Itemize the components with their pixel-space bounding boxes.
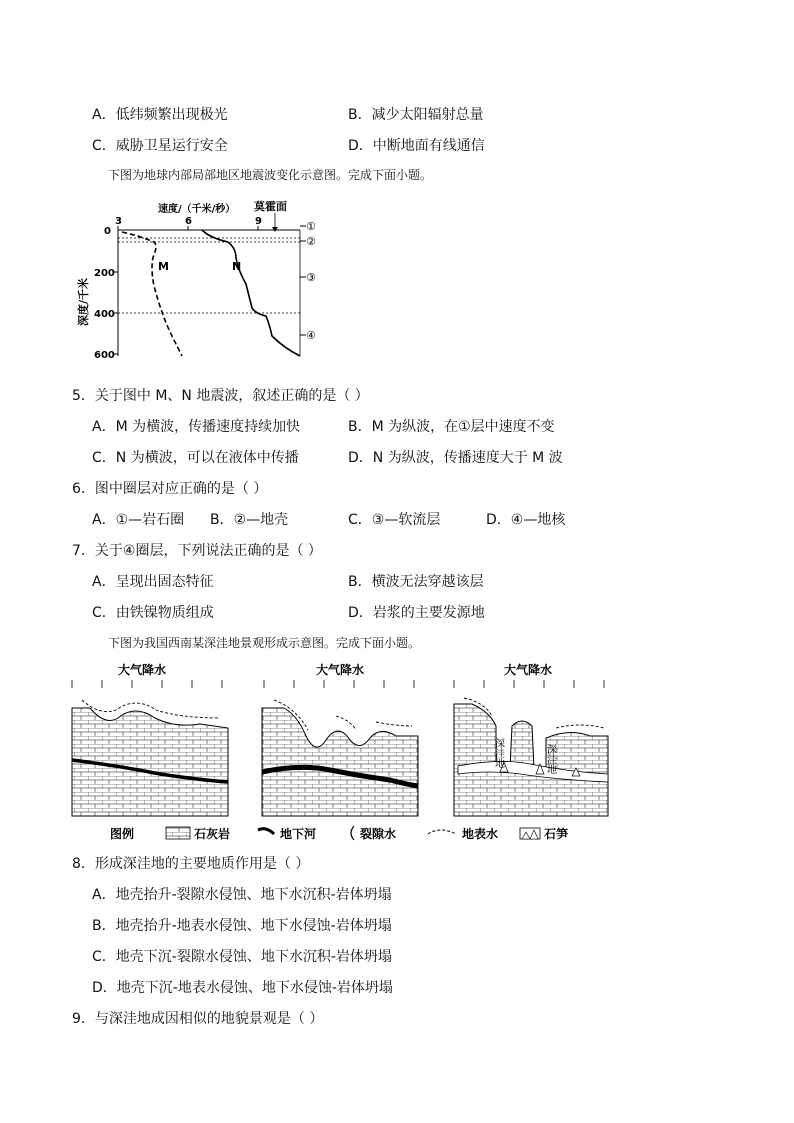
layer-marker-1: ① bbox=[306, 220, 316, 233]
wave-m-curve bbox=[122, 232, 182, 356]
wave-n-curve bbox=[202, 230, 300, 356]
q5-option-d: D．N 为纵波，传播速度大于 M 波 bbox=[348, 450, 563, 466]
wave-m-label: M bbox=[158, 260, 169, 273]
panel1-rain-arrows bbox=[72, 680, 222, 688]
panel1-title: 大气降水 bbox=[118, 663, 167, 677]
q5-option-a: A．M 为横波，传播速度持续加快 bbox=[92, 419, 301, 435]
legend-fissure: 裂隙水 bbox=[360, 827, 397, 841]
y-tick-600: 600 bbox=[94, 350, 115, 361]
y-tick-200: 200 bbox=[94, 268, 115, 279]
legend-limestone-swatch bbox=[166, 827, 190, 839]
q8-option-c: C．地壳下沉-裂隙水侵蚀、地下水沉积-岩体坍塌 bbox=[92, 949, 392, 965]
q4-option-a: A．低纬频繁出现极光 bbox=[92, 107, 228, 123]
legend-river-swatch bbox=[258, 829, 274, 834]
y-axis-title: 深度/千米 bbox=[77, 277, 90, 326]
x-axis-title: 速度/（千米/秒） bbox=[158, 204, 236, 215]
x-tick-6: 6 bbox=[185, 216, 192, 227]
panel2-rain-arrows bbox=[264, 680, 414, 688]
q8-option-a: A．地壳抬升-裂隙水侵蚀、地下水沉积-岩体坍塌 bbox=[92, 887, 392, 903]
y-tick-400: 400 bbox=[94, 309, 115, 320]
layer-marker-3: ③ bbox=[306, 271, 316, 284]
panel2-block bbox=[262, 708, 418, 816]
panel3-rain-arrows bbox=[454, 680, 604, 688]
q8-stem: 8．形成深洼地的主要地质作用是（ ） bbox=[72, 856, 310, 872]
q8-option-d: D．地壳下沉-地表水侵蚀、地下水侵蚀-岩体坍塌 bbox=[92, 980, 393, 996]
intro-karst: 下图为我国西南某深洼地景观形成示意图。完成下面小题。 bbox=[108, 636, 421, 650]
wave-n-label: N bbox=[232, 260, 242, 273]
q6-option-c: C．③—软流层 bbox=[348, 512, 441, 528]
q4-option-d: D．中断地面有线通信 bbox=[348, 138, 485, 154]
intro-seismic: 下图为地球内部局部地区地震波变化示意图。完成下面小题。 bbox=[108, 168, 433, 182]
layer-marker-4: ④ bbox=[306, 329, 316, 342]
seismic-wave-figure bbox=[70, 196, 330, 366]
legend-stalagmite: 石笋 bbox=[544, 827, 569, 841]
depression-label-left: 深洼地 bbox=[492, 738, 504, 768]
q7-option-d: D．岩浆的主要发源地 bbox=[348, 605, 485, 621]
depression-label-right: 深洼地 bbox=[544, 744, 556, 774]
q7-stem: 7．关于④圈层，下列说法正确的是（ ） bbox=[72, 543, 322, 559]
q7-option-b: B．横波无法穿越该层 bbox=[348, 574, 484, 590]
x-tick-9: 9 bbox=[255, 216, 262, 227]
legend-fissure-swatch bbox=[351, 826, 354, 840]
q5-option-b: B．M 为纵波，在①层中速度不变 bbox=[348, 419, 555, 435]
x-tick-3: 3 bbox=[115, 216, 122, 227]
layer-marker-2: ② bbox=[306, 235, 316, 248]
legend-surface: 地表水 bbox=[462, 827, 499, 841]
q7-option-c: C．由铁镍物质组成 bbox=[92, 605, 214, 621]
q5-option-c: C．N 为横波，可以在液体中传播 bbox=[92, 450, 299, 466]
legend-limestone: 石灰岩 bbox=[194, 827, 231, 841]
y-tick-0: 0 bbox=[104, 226, 111, 237]
karst-figure bbox=[60, 656, 620, 846]
panel2-title: 大气降水 bbox=[316, 663, 365, 677]
q6-option-b: B．②—地壳 bbox=[210, 512, 289, 528]
q5-stem: 5．关于图中 M、N 地震波，叙述正确的是（ ） bbox=[72, 388, 369, 404]
legend-river: 地下河 bbox=[280, 827, 317, 841]
q4-option-c: C．威胁卫星运行安全 bbox=[92, 138, 228, 154]
legend-title: 图例 bbox=[110, 827, 135, 841]
q4-option-b: B．减少太阳辐射总量 bbox=[348, 107, 484, 123]
panel3-block bbox=[454, 704, 608, 816]
q6-option-a: A．①—岩石圈 bbox=[92, 512, 185, 528]
legend-surface-swatch bbox=[428, 830, 456, 834]
q9-stem: 9．与深洼地成因相似的地貌景观是（ ） bbox=[72, 1011, 324, 1027]
q6-option-d: D．④—地核 bbox=[486, 512, 566, 528]
q7-option-a: A．呈现出固态特征 bbox=[92, 574, 214, 590]
q8-option-b: B．地壳抬升-地表水侵蚀、地下水侵蚀-岩体坍塌 bbox=[92, 918, 392, 934]
panel3-title: 大气降水 bbox=[504, 663, 553, 677]
moho-label: 莫霍面 bbox=[254, 200, 287, 213]
q6-stem: 6．图中圈层对应正确的是（ ） bbox=[72, 481, 268, 497]
